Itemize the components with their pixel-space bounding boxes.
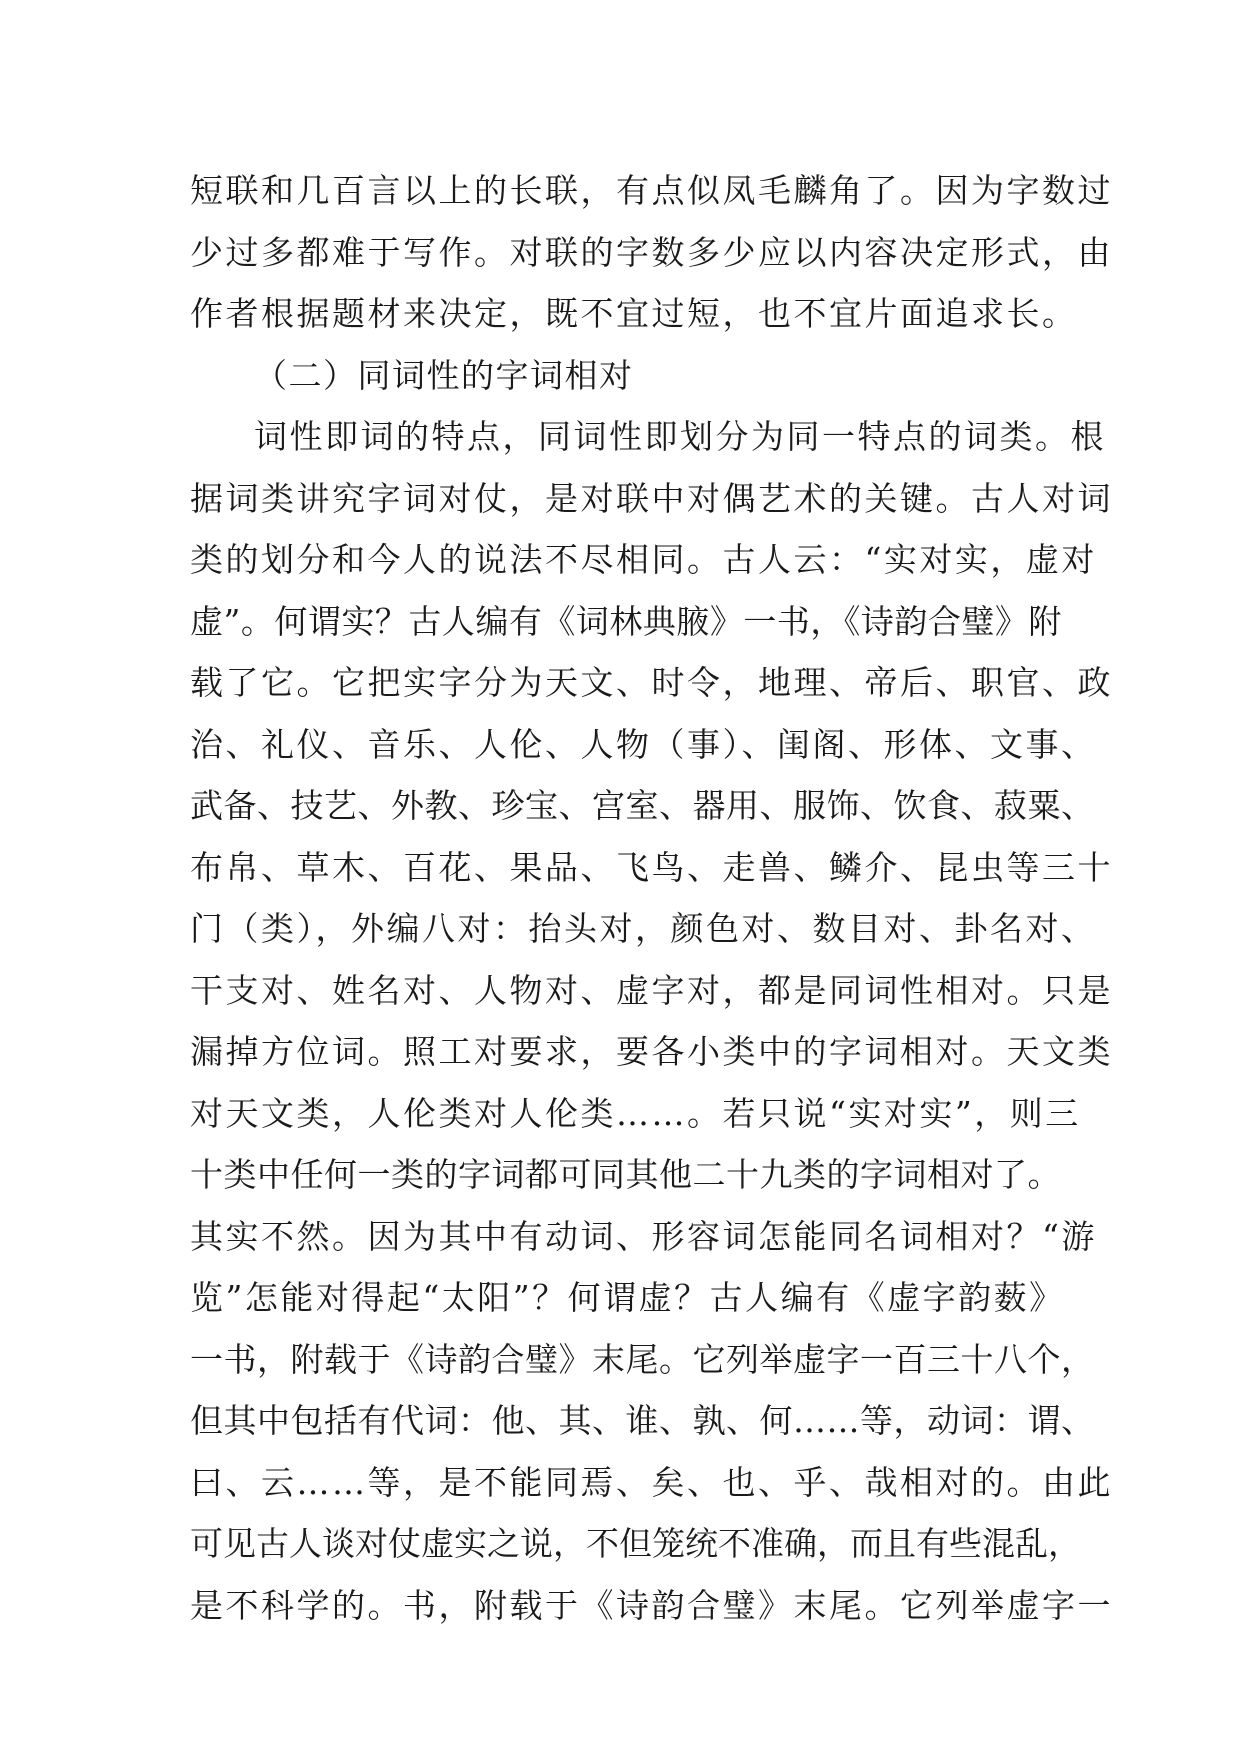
text-line: 一书，附载于《诗韵合璧》末尾。它列举虚字一百三十八个， [190, 1339, 1095, 1379]
text-line: 据词类讲究字词对仗，是对联中对偶艺术的关键。古人对词 [190, 478, 1113, 518]
text-line: 治、礼仪、音乐、人伦、人物（事）、闺阁、形体、文事、 [190, 724, 1097, 764]
text-line: 布帛、草木、百花、果品、飞鸟、走兽、鳞介、昆虫等三十 [190, 847, 1113, 887]
text-line: 十类中任何一类的字词都可同其他二十九类的字词相对了。 [190, 1155, 1061, 1194]
text-line: 短联和几百言以上的长联，有点似凤毛麟角了。因为字数过 [190, 171, 1113, 210]
text-line: 载了它。它把实字分为天文、时令，地理、帝后、职官、政 [190, 663, 1113, 702]
text-line: 漏掉方位词。照工对要求，要各小类中的字词相对。天文类 [190, 1032, 1113, 1071]
text-line: 门（类），外编八对：抬头对，颜色对、数目对、卦名对、 [190, 909, 1097, 948]
text-line: 类的划分和今人的说法不尽相同。古人云：“实对实，虚对 [190, 540, 1097, 579]
text-line: 但其中包括有代词：他、其、谁、孰、何……等，动词：谓、 [190, 1401, 1095, 1440]
text-line: 是不科学的。书，附载于《诗韵合璧》末尾。它列举虚字一 [190, 1585, 1113, 1625]
text-line: 词性即词的特点，同词性即划分为同一特点的词类。根 [254, 417, 1106, 456]
text-line: 武备、技艺、外教、珍宝、宫室、器用、服饰、饮食、菽粟、 [190, 786, 1095, 825]
text-line: 虚”。何谓实？古人编有《词林典腋》一书，《诗韵合璧》附 [190, 601, 1062, 641]
text-line: 作者根据题材来决定，既不宜过短，也不宜片面追求长。 [190, 294, 1078, 333]
text-line: 少过多都难于写作。对联的字数多少应以内容决定形式，由 [190, 232, 1113, 272]
body-text [190, 160, 1113, 1636]
text-line: 其实不然。因为其中有动词、形容词怎能同名词相对？“游 [190, 1216, 1097, 1256]
section-heading: （二）同词性的字词相对 [254, 355, 634, 395]
text-line: 览”怎能对得起“太阳”？何谓虚？古人编有《虚字韵薮》 [190, 1278, 1065, 1317]
text-line: 干支对、姓名对、人物对、虚字对，都是同词性相对。只是 [190, 970, 1113, 1010]
text-line: 对天文类，人伦类对人伦类……。若只说“实对实”，则三 [190, 1093, 1081, 1133]
text-line: 曰、云……等，是不能同焉、矣、也、乎、哉相对的。由此 [190, 1462, 1113, 1502]
text-line: 可见古人谈对仗虚实之说，不但笼统不准确，而且有些混乱， [190, 1524, 1081, 1563]
